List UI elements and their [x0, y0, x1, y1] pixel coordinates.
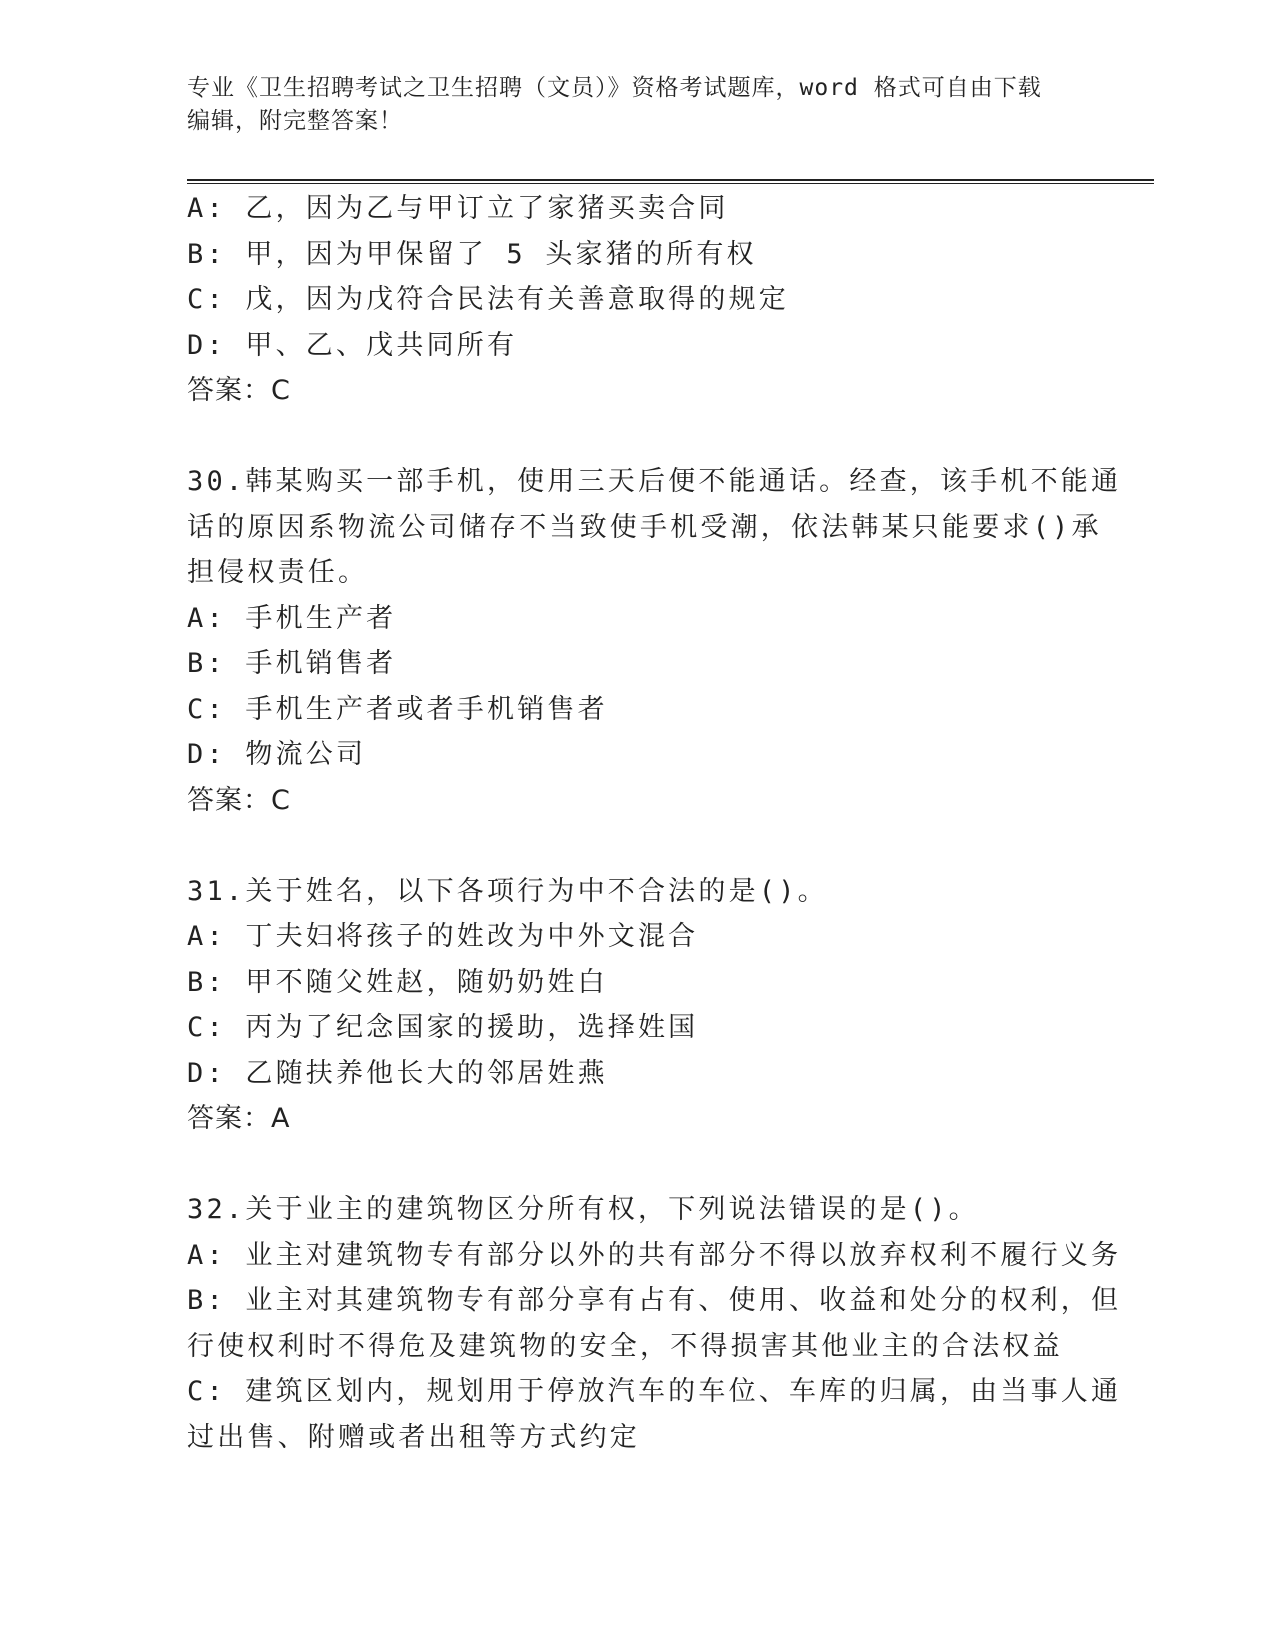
header-divider-thick — [187, 179, 1154, 181]
option-c: C: 手机生产者或者手机销售者 — [187, 693, 608, 725]
question-29 — [187, 186, 1087, 414]
option-c: C: 戊，因为戊符合民法有关善意取得的规定 — [187, 284, 789, 315]
header-line-1: 专业《卫生招聘考试之卫生招聘（文员）》资格考试题库，word 格式可自由下载 — [187, 75, 1042, 101]
option-d: D: 物流公司 — [187, 739, 367, 770]
option-c: C: 丙为了纪念国家的援助，选择姓国 — [187, 1012, 699, 1043]
question-stem-line: 担侵权责任。 — [187, 557, 369, 588]
answer-line: 答案：C — [187, 375, 291, 406]
document-header — [187, 72, 1087, 138]
question-stem-line: 31.关于姓名，以下各项行为中不合法的是()。 — [187, 875, 828, 907]
header-divider-thin — [187, 183, 1154, 184]
question-stem-line: 话的原因系物流公司储存不当致使手机受潮，依法韩某只能要求()承 — [187, 511, 1102, 543]
option-b: B: 手机销售者 — [187, 648, 397, 679]
question-stem-line: 30.韩某购买一部手机，使用三天后便不能通话。经查，该手机不能通 — [187, 466, 1122, 497]
header-line-2: 编辑，附完整答案！ — [187, 108, 403, 134]
question-stem-line: 32.关于业主的建筑物区分所有权，下列说法错误的是()。 — [187, 1194, 979, 1225]
option-a: A: 乙，因为乙与甲订立了家猪买卖合同 — [187, 193, 729, 224]
question-30 — [187, 459, 1122, 823]
option-a: A: 手机生产者 — [187, 602, 397, 634]
spacer — [187, 823, 1087, 869]
question-32 — [187, 1187, 1122, 1460]
spacer — [187, 414, 1087, 460]
question-list — [187, 186, 1122, 1460]
spacer — [187, 1142, 1087, 1188]
question-31 — [187, 869, 1087, 1142]
option-a: A: 丁夫妇将孩子的姓改为中外文混合 — [187, 921, 699, 952]
option-d: D: 甲、乙、戊共同所有 — [187, 329, 518, 361]
option-c-continued: 过出售、附赠或者出租等方式约定 — [187, 1421, 640, 1453]
answer-line: 答案：C — [187, 784, 291, 816]
option-b: B: 甲不随父姓赵，随奶奶姓白 — [187, 966, 608, 998]
option-d: D: 乙随扶养他长大的邻居姓燕 — [187, 1057, 608, 1089]
answer-line: 答案：A — [187, 1103, 291, 1134]
option-c: C: 建筑区划内，规划用于停放汽车的车位、车库的归属，由当事人通 — [187, 1376, 1122, 1407]
option-b-continued: 行使权利时不得危及建筑物的安全，不得损害其他业主的合法权益 — [187, 1330, 1063, 1362]
option-a: A: 业主对建筑物专有部分以外的共有部分不得以放弃权利不履行义务 — [187, 1239, 1122, 1271]
option-b: B: 甲，因为甲保留了 5 头家猪的所有权 — [187, 238, 757, 270]
option-b: B: 业主对其建筑物专有部分享有占有、使用、收益和处分的权利，但 — [187, 1285, 1122, 1316]
